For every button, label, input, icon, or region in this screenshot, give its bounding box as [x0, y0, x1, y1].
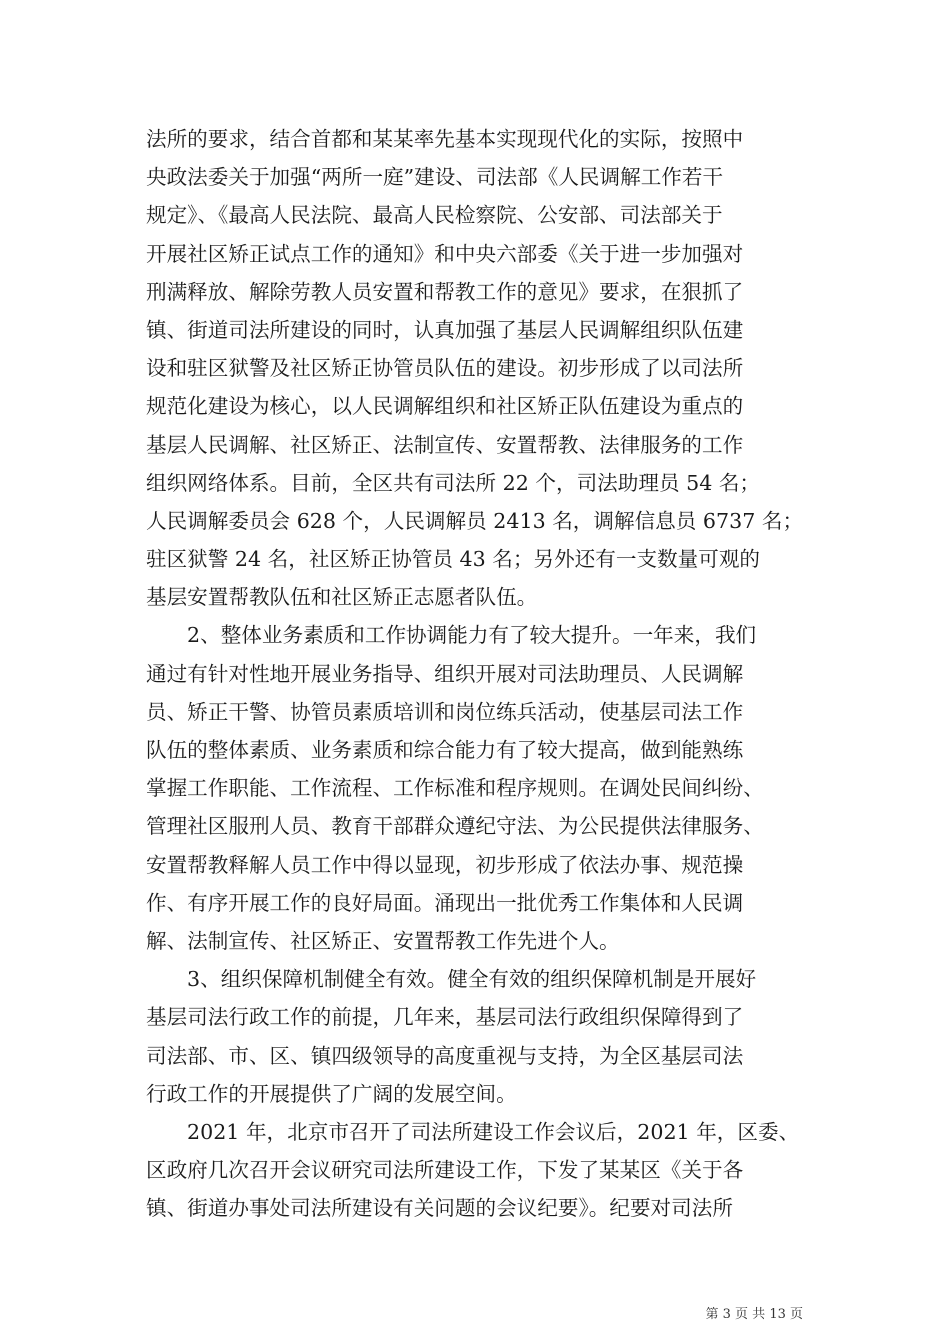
text-line: 作、有序开展工作的良好局面。涌现出一批优秀工作集体和人民调: [146, 890, 744, 915]
text-line: 行政工作的开展提供了广阔的发展空间。: [146, 1081, 517, 1106]
text-line: 规范化建设为核心，以人民调解组织和社区矫正队伍建设为重点的: [146, 394, 744, 419]
text-line: 掌握工作职能、工作流程、工作标准和程序规则。在调处民间纠纷、: [146, 776, 764, 801]
text-line: 司法部、市、区、镇四级领导的高度重视与支持，为全区基层司法: [146, 1043, 744, 1068]
paragraph-start-line: 3、组织保障机制健全有效。健全有效的组织保障机制是开展好: [187, 967, 757, 992]
text-line: 驻区狱警 24 名，社区矫正协管员 43 名；另外还有一支数量可观的: [146, 547, 761, 572]
text-line: 规定》、《最高人民法院、最高人民检察院、公安部、司法部关于: [146, 203, 723, 228]
text-line: 管理社区服刑人员、教育干部群众遵纪守法、为公民提供法律服务、: [146, 814, 764, 839]
text-line: 央政法委关于加强“两所一庭”建设、司法部《人民调解工作若干: [146, 165, 724, 190]
text-line: 队伍的整体素质、业务素质和综合能力有了较大提高，做到能熟练: [146, 738, 744, 762]
text-line: 镇、街道办事处司法所建设有关问题的会议纪要》。纪要对司法所: [146, 1196, 733, 1221]
text-line: 刑满释放、解除劳教人员安置和帮教工作的意见》要求，在狠抓了: [146, 279, 744, 304]
text-line: 设和驻区狱警及社区矫正协管员队伍的建设。初步形成了以司法所: [146, 356, 744, 381]
text-line: 基层人民调解、社区矫正、法制宣传、安置帮教、法律服务的工作: [146, 432, 744, 457]
text-line: 安置帮教释解人员工作中得以显现，初步形成了依法办事、规范操: [146, 852, 744, 877]
text-line: 通过有针对性地开展业务指导、组织开展对司法助理员、人民调解: [146, 661, 744, 686]
text-line: 法所的要求，结合首都和某某率先基本实现现代化的实际，按照中: [146, 127, 744, 151]
paragraph-start-line: 2、整体业务素质和工作协调能力有了较大提升。一年来，我们: [187, 623, 757, 648]
text-line: 解、法制宣传、社区矫正、安置帮教工作先进个人。: [146, 928, 620, 953]
text-line: 镇、街道司法所建设的同时，认真加强了基层人民调解组织队伍建: [146, 317, 744, 342]
text-line: 基层司法行政工作的前提，几年来，基层司法行政组织保障得到了: [146, 1005, 744, 1030]
text-line: 人民调解委员会 628 个，人民调解员 2413 名，调解信息员 6737 名；: [146, 508, 804, 533]
paragraph-start-line: 2021 年，北京市召开了司法所建设工作会议后，2021 年，区委、: [187, 1119, 800, 1144]
text-line: 开展社区矫正试点工作的通知》和中央六部委《关于进一步加强对: [146, 241, 744, 266]
document-body: [146, 120, 810, 1227]
text-line: 员、矫正干警、协管员素质培训和岗位练兵活动，使基层司法工作: [146, 699, 744, 724]
page-number-footer: 第 3 页 共 13 页: [705, 1307, 803, 1322]
text-line: 组织网络体系。目前，全区共有司法所 22 个，司法助理员 54 名；: [146, 470, 761, 495]
text-line: 区政府几次召开会议研究司法所建设工作，下发了某某区《关于各: [146, 1158, 744, 1183]
text-line: 基层安置帮教队伍和社区矫正志愿者队伍。: [146, 585, 538, 610]
